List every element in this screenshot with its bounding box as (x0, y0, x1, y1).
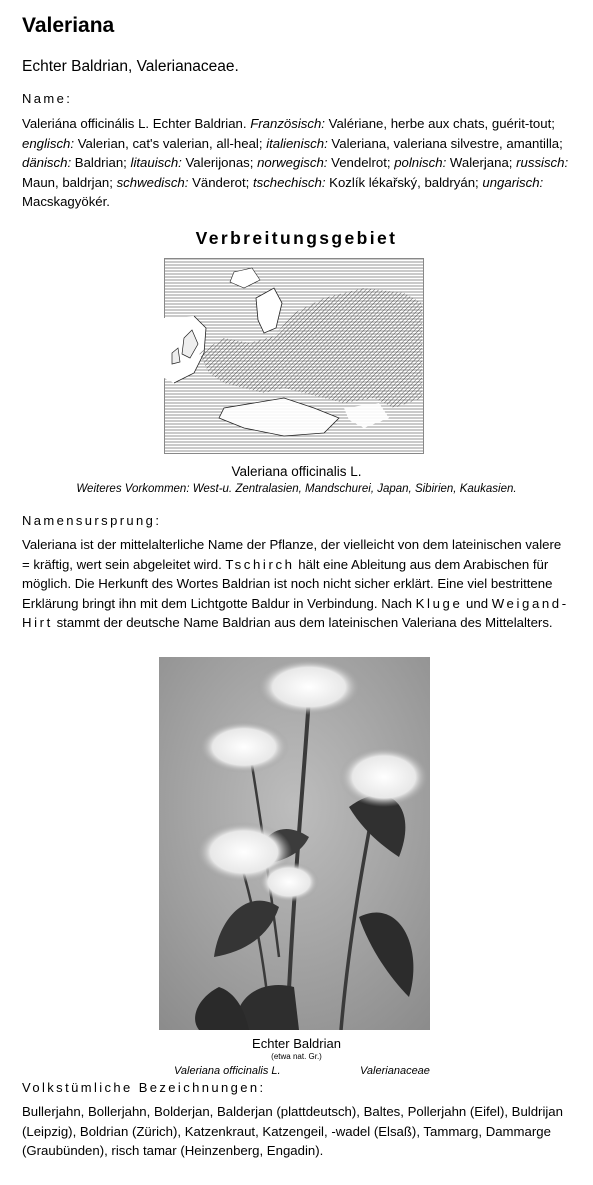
name-paragraph (22, 114, 572, 212)
page-title: Valeriana (22, 14, 115, 37)
text-run: Valeriana, valeriana silvestre, amantilla; (327, 135, 563, 151)
folk-names-paragraph: Bullerjahn, Bollerjahn, Bolderjan, Balderjan (plattdeutsch), Baltes, Pollerjahn (Eifel), Buldrijan (Leipzig), Boldrian (Zürich), Katzenkraut, Katzengeil, -wadel (Elsaß), Tammarg, Dammarge (Graubünden), risch tamar (Heinzenberg, Engadin). (22, 1104, 563, 1159)
text-run: Vendelrot; (327, 155, 395, 171)
language-label: polnisch: (394, 155, 447, 171)
language-label: litauisch: (130, 155, 182, 171)
text-run: Valeriana ist der mittelalterliche Name der Pflanze, der vielleicht von dem lateinischen valere = kräftig, wert sein abgeleitet wird. (22, 537, 562, 572)
distribution-heading: Verbreitungsgebiet (195, 228, 398, 248)
author-name: Tschirch (225, 556, 295, 572)
text-run: Kozlík lékařský, baldryán; (325, 174, 483, 190)
text-run: Valerijonas; (181, 155, 258, 171)
map-subcaption: Weiteres Vorkommen: West-u. Zentralasien, Mandschurei, Japan, Sibirien, Kaukasien. (76, 483, 517, 495)
text-run: Vänderot; (188, 174, 253, 190)
photo-caption: Echter Baldrian (252, 1036, 341, 1051)
author-name: Weigand-Hirt (22, 595, 569, 631)
text-run: Baldrian; (71, 155, 131, 171)
text-run: Valerian, cat's valerian, all-heal; (74, 135, 267, 151)
language-label: italienisch: (266, 135, 328, 151)
language-label: norwegisch: (257, 155, 328, 171)
language-label: schwedisch: (116, 174, 189, 190)
origin-paragraph (22, 535, 572, 633)
text-run: hält eine Ableitung aus dem Arabischen für möglich. Die Herkunft des Wortes Baldrian ist noch nicht sicher erklärt. Eine viel bestrittene Erklärung bringt ihn mit dem Lichtgotte Baldur in Verbindung. Nach (22, 556, 553, 611)
distribution-map (164, 258, 424, 454)
folk-names-heading: Volkstümliche Bezeichnungen: (22, 1080, 266, 1095)
text-run: Valeriána officinális L. Echter Baldrian. (22, 116, 251, 131)
text-run: und (462, 595, 492, 611)
text-run: Macskagyökér. (22, 194, 110, 210)
text-run: Valériane, herbe aux chats, guérit-tout; (324, 116, 555, 131)
map-caption: Valeriana officinalis L. (231, 464, 362, 479)
page-subtitle: Echter Baldrian, Valerianaceae. (22, 58, 239, 75)
text-run: Maun, baldrjan; (22, 174, 117, 190)
text-run: Walerjana; (446, 155, 517, 171)
language-label: ungarisch: (482, 174, 544, 190)
author-name: Kluge (415, 595, 463, 611)
origin-heading: Namensursprung: (22, 513, 162, 528)
photo-family-name: Valerianaceae (360, 1065, 430, 1077)
language-label: tschechisch: (252, 174, 326, 190)
language-label: dänisch: (22, 155, 72, 171)
language-label: Französisch: (250, 116, 325, 131)
language-label: russisch: (516, 155, 569, 171)
name-heading: Name: (22, 91, 73, 106)
photo-latin-name: Valeriana officinalis L. (174, 1065, 281, 1077)
plant-photo (159, 657, 430, 1030)
language-label: englisch: (22, 135, 75, 151)
photo-note: (etwa nat. Gr.) (271, 1052, 322, 1061)
text-run: stammt der deutsche Name Baldrian aus dem lateinischen Valeriana des Mittelalters. (52, 615, 553, 631)
